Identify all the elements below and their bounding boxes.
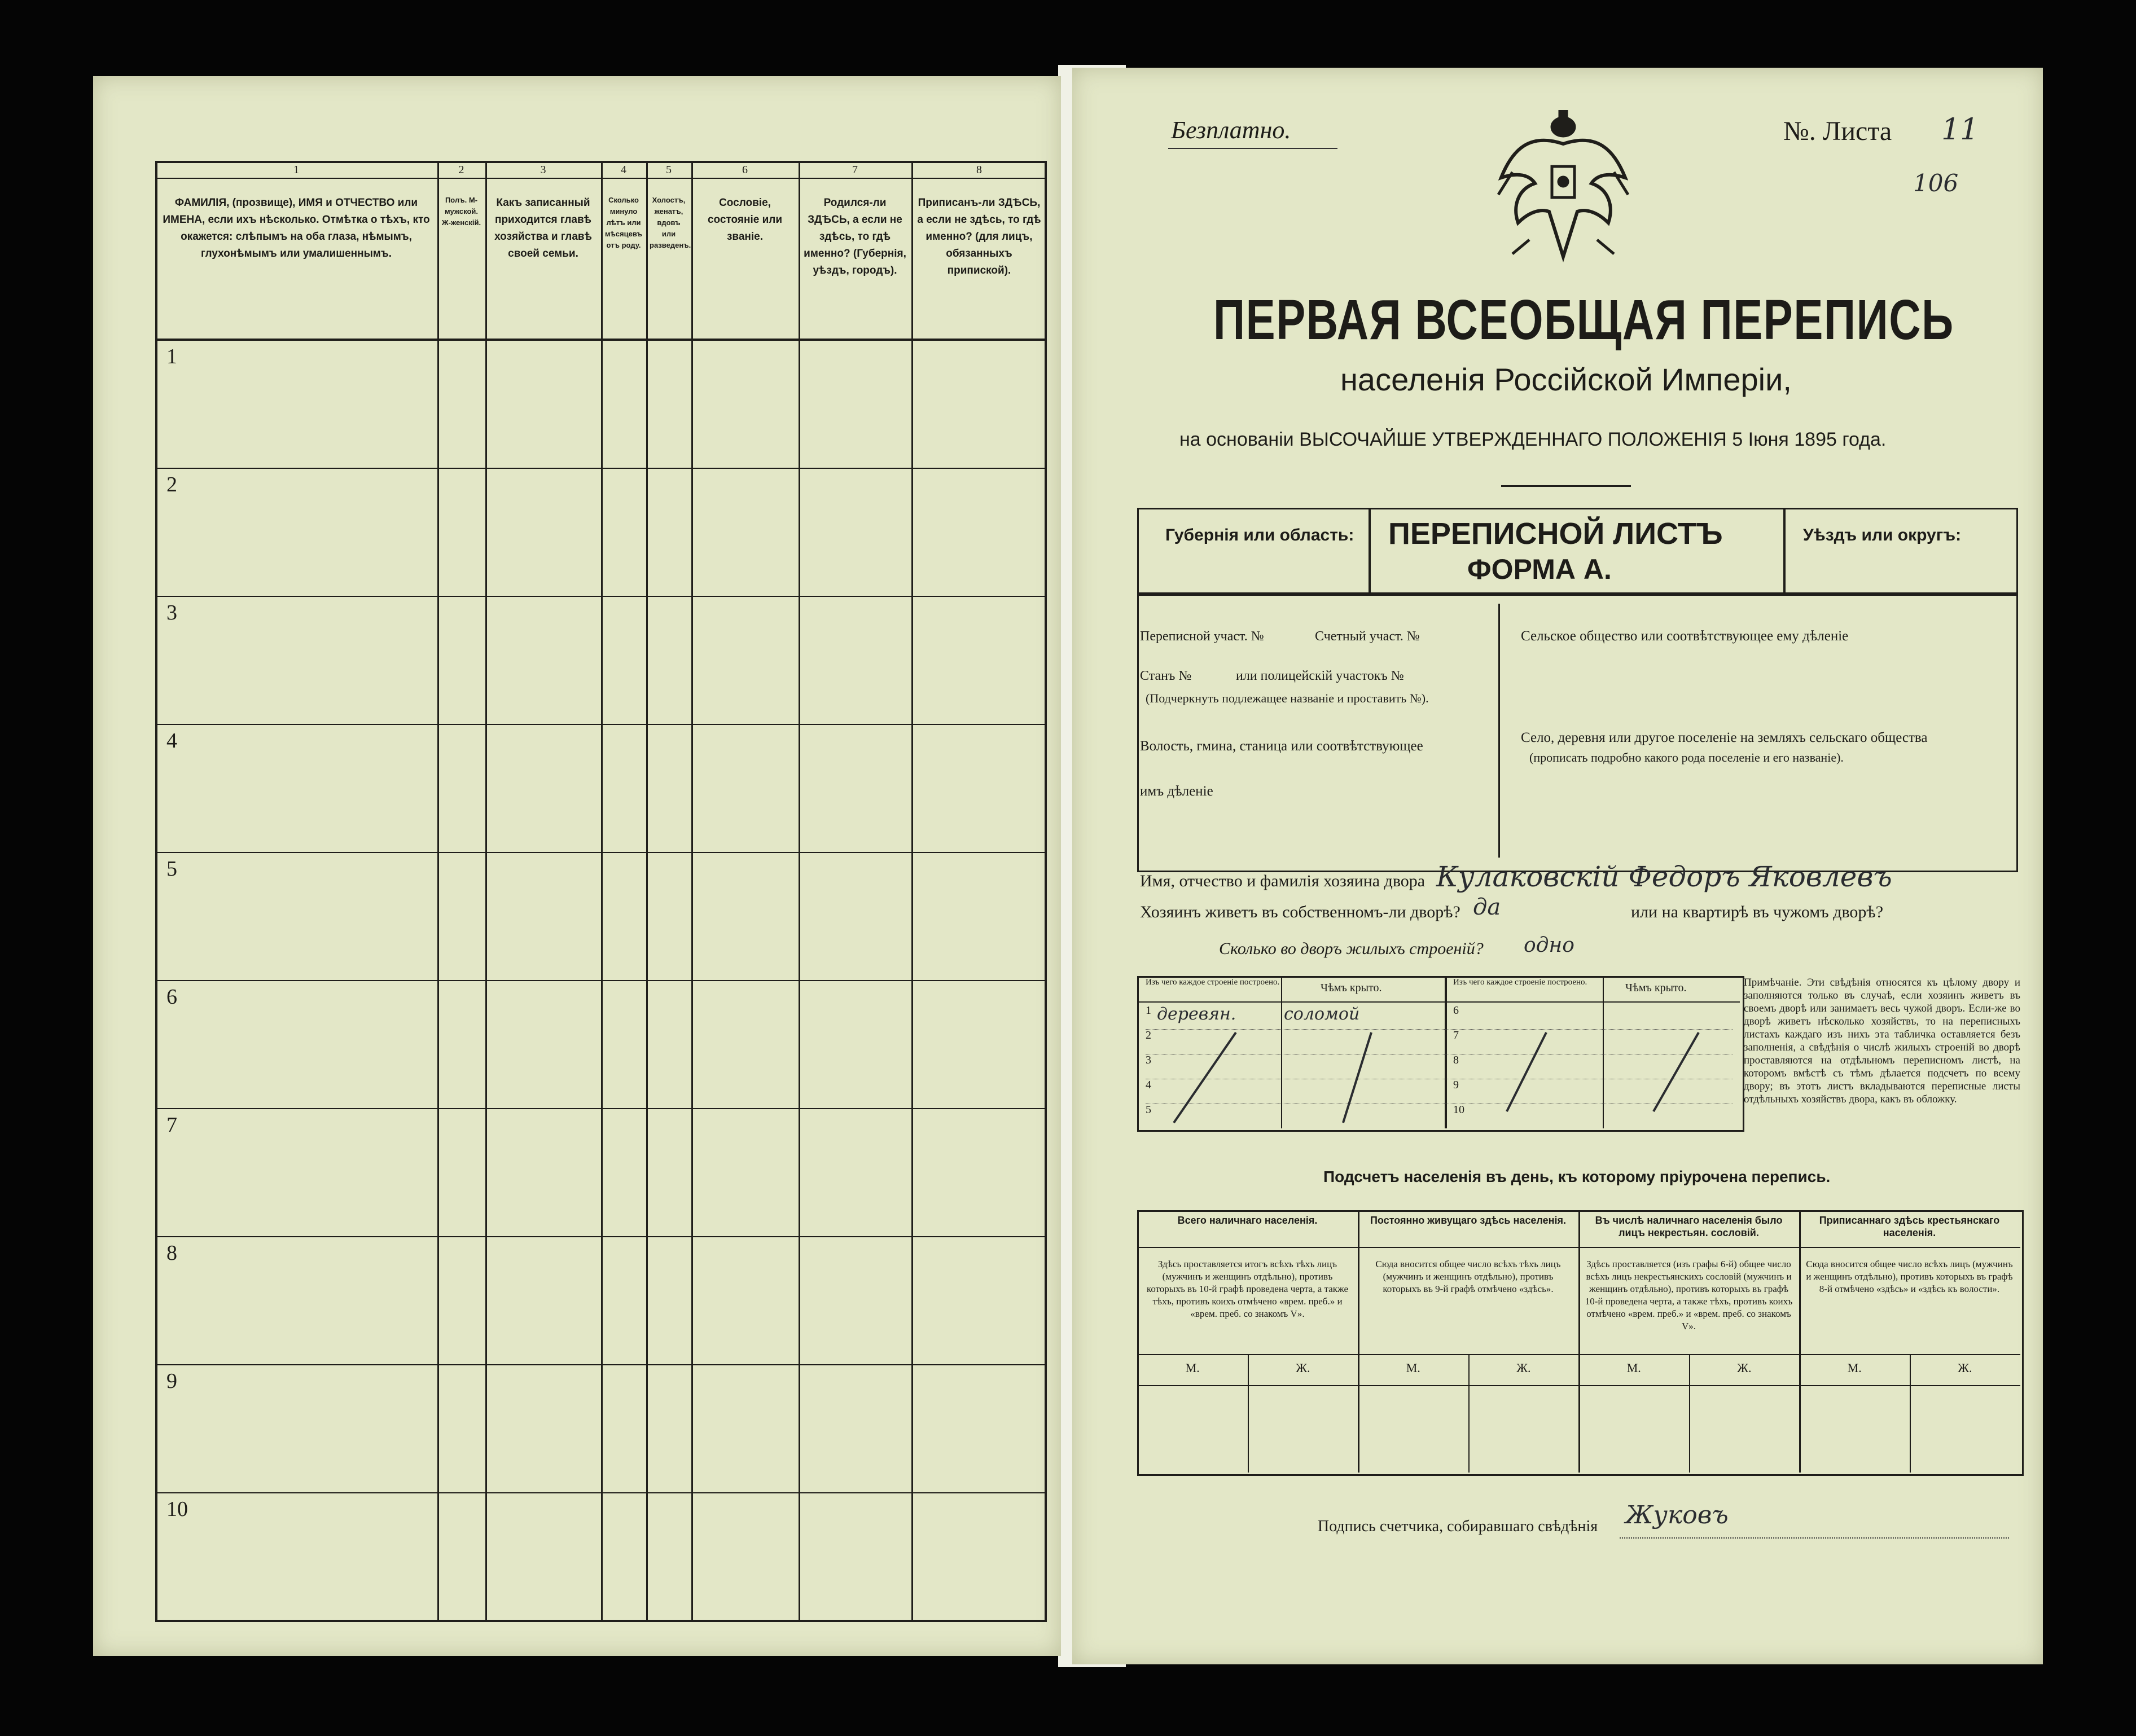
column-number: 8 — [976, 164, 982, 176]
row-number: 7 — [166, 1113, 177, 1137]
count-zh-label: Ж. — [1296, 1361, 1310, 1375]
column-header: Приписанъ-ли ЗДѢСЬ, а если не здѣсь, то гдѣ именно? (для лицъ, обязанныхъ припиской). — [917, 197, 1041, 276]
free-label: Безплатно. — [1171, 116, 1291, 144]
count-col-text: Сюда вносится общее число всѣхъ тѣхъ лицъ (мужчинъ и женщинъ отдѣльно), противъ которыхъ въ 9-й графѣ отмѣчено «здѣсь». — [1375, 1259, 1561, 1294]
column-header: Полъ. М-мужской. Ж-женскій. — [441, 196, 481, 227]
count-col-text: Здѣсь проставляется итогъ всѣхъ тѣхъ лицъ (мужчинъ и женщинъ отдѣльно), противъ которыхъ въ 10-й графѣ проведена черта, а также тѣхъ, противъ коихъ отмѣчено «врем. преб.» и «врем. преб. со знакомъ V». — [1146, 1259, 1349, 1319]
count-title: Подсчетъ населенія въ день, къ которому пріурочена перепись. — [1323, 1168, 1831, 1185]
bld-roof-1: соломой — [1284, 1004, 1360, 1024]
note: Примѣчаніе. Эти свѣдѣнія относятся къ цѣлому двору и заполняются только въ случаѣ, если хозяинъ живетъ въ своемъ дворѣ или занимаетъ весь чужой дворъ. Если-же во дворѣ живетъ нѣсколько хозяйствъ, то на переписныхъ листахъ каждаго изъ нихъ эта табличка оставляется безъ заполненія, а свѣдѣнія о числѣ жилыхъ строеній во дворѣ проставляются на отдѣльномъ переписномъ листѣ, на которомъ вмѣстѣ съ тѣмъ дѣлается подсчетъ по всему двору; въ этотъ листъ вкладываются переписные листы отдѣльныхъ хозяйствъ двора, какъ въ обложку. — [1744, 977, 2020, 1105]
bld-col-material: Изъ чего каждое строеніе построено. — [1146, 978, 1280, 987]
province-label: Губернія или область: — [1165, 526, 1354, 544]
column-header: Родился-ли ЗДѢСЬ, а если не здѣсь, то гдѣ именно? (Губернія, уѣздъ, городъ). — [804, 197, 906, 276]
building-row-number: 2 — [1146, 1029, 1151, 1041]
column-number: 3 — [540, 164, 546, 176]
row-number: 5 — [166, 857, 177, 881]
column-header: Какъ записанный приходится главѣ хозяйства и главѣ своей семьи. — [494, 197, 592, 260]
column-number: 2 — [458, 164, 464, 176]
column-number: 4 — [621, 164, 626, 176]
building-row-number: 6 — [1453, 1004, 1459, 1017]
row-number: 1 — [166, 345, 177, 368]
owner-label: Имя, отчество и фамилія хозяина двора — [1140, 872, 1426, 890]
rent-label: или на квартирѣ въ чужомъ дворѣ? — [1631, 903, 1884, 921]
own-house-value: да — [1473, 894, 1501, 920]
count-m-label: М. — [1847, 1361, 1862, 1375]
row-number: 9 — [166, 1369, 177, 1393]
county-label: Уѣздъ или округъ: — [1803, 526, 1962, 544]
strike-lines — [1157, 1027, 1721, 1128]
buildings-label: Сколько во дворъ жилыхъ строеній? — [1219, 939, 1484, 958]
signature-value: Жуковъ — [1625, 1501, 1729, 1530]
row-number: 3 — [166, 601, 177, 625]
own-house-label: Хозяинъ живетъ въ собственномъ-ли дворѣ? — [1140, 903, 1460, 921]
column-number: 5 — [666, 164, 672, 176]
basis-line: на основаніи ВЫСОЧАЙШЕ УТВЕРЖДЕННАГО ПОЛОЖЕНІЯ 5 Іюня 1895 года. — [1179, 429, 1887, 450]
coat-of-arms-icon — [1495, 110, 1631, 262]
bld-col-roof-2: Чѣмъ крыто. — [1625, 982, 1687, 994]
census-section-label: Переписной участ. № — [1140, 629, 1264, 644]
count-col-head: Въ числѣ наличнаго населенія было лицъ некрестьян. сословій. — [1595, 1215, 1783, 1238]
count-col-head: Всего наличнаго населенія. — [1177, 1215, 1318, 1226]
count-m-label: М. — [1626, 1361, 1641, 1375]
count-m-label: М. — [1406, 1361, 1420, 1375]
stan-label: Станъ № — [1140, 669, 1192, 683]
column-header: Сословіе, состояніе или званіе. — [707, 197, 783, 243]
count-col-text: Здѣсь проставляется (изъ графы 6-й) общее число всѣхъ лицъ некрестьянскихъ сословій (мужчинъ и женщинъ отдѣльно), противъ которыхъ въ графѣ 10-й проведена черта, а также тѣхъ, противъ коихъ отмѣчено «врем. преб.» и «врем. преб. со знакомъ V». — [1585, 1259, 1793, 1331]
sheet-number-handwritten-2: 106 — [1913, 169, 1959, 197]
building-row-number: 4 — [1146, 1079, 1151, 1091]
row-number: 8 — [166, 1241, 177, 1265]
volost-label-2: имъ дѣленіе — [1140, 784, 1213, 799]
census-table — [155, 161, 1047, 1622]
counting-section-label: Счетный участ. № — [1315, 629, 1420, 644]
count-col-head: Приписаннаго здѣсь крестьянскаго населенія. — [1819, 1215, 2000, 1238]
village-label: Село, деревня или другое поселеніе на земляхъ сельскаго общества — [1521, 730, 1928, 745]
bld-col-material-2: Изъ чего каждое строеніе построено. — [1453, 978, 1587, 987]
building-row-number: 3 — [1146, 1054, 1151, 1066]
village-note: (прописать подробно какого рода поселеніе и его названіе). — [1529, 750, 1844, 764]
sheet-title: ПЕРЕПИСНОЙ ЛИСТЪ — [1388, 517, 1723, 551]
sheet-number-handwritten: 11 — [1941, 113, 1979, 147]
count-col-head: Постоянно живущаго здѣсь населенія. — [1370, 1215, 1566, 1226]
main-title: ПЕРВАЯ ВСЕОБЩАЯ ПЕРЕПИСЬ — [1213, 288, 1954, 351]
count-zh-label: Ж. — [1958, 1361, 1972, 1375]
column-number: 7 — [852, 164, 858, 176]
row-number: 2 — [166, 473, 177, 496]
buildings-value: одно — [1524, 934, 1574, 957]
count-m-label: М. — [1185, 1361, 1200, 1375]
column-number: 1 — [293, 164, 299, 176]
subtitle: населенія Россійской Имперіи, — [1340, 362, 1792, 397]
column-header: Сколько минуло лѣтъ или мѣсяцевъ отъ роду. — [605, 196, 642, 249]
building-row-number: 7 — [1453, 1029, 1459, 1041]
column-number: 6 — [742, 164, 748, 176]
count-table — [1137, 1210, 2024, 1476]
building-row-number: 10 — [1453, 1104, 1464, 1116]
row-number: 4 — [166, 729, 177, 753]
owner-value: Кулаковскій Федоръ Яковлевъ — [1436, 860, 1892, 893]
count-zh-label: Ж. — [1737, 1361, 1752, 1375]
building-row-number: 8 — [1453, 1054, 1459, 1066]
form-label: ФОРМА А. — [1467, 553, 1612, 585]
count-zh-label: Ж. — [1516, 1361, 1531, 1375]
row-number: 10 — [166, 1497, 188, 1521]
building-row-number: 1 — [1146, 1004, 1151, 1017]
signature-label: Подпись счетчика, собиравшаго свѣдѣнія — [1318, 1518, 1598, 1535]
column-header: ФАМИЛІЯ, (прозвище), ИМЯ и ОТЧЕСТВО или ИМЕНА, если ихъ нѣсколько. Отмѣтка о тѣхъ, кто окажется: слѣпымъ на оба глаза, нѣмымъ, глухонѣмымъ или умалишеннымъ. — [163, 197, 430, 260]
rural-society-label: Сельское общество или соотвѣтствующее ему дѣленіе — [1521, 629, 1849, 644]
building-row-number: 9 — [1453, 1079, 1459, 1091]
building-row-number: 5 — [1146, 1104, 1151, 1116]
count-col-text: Сюда вносится общее число всѣхъ лицъ (мужчинъ и женщинъ отдѣльно), противъ которыхъ въ графѣ 8-й отмѣчено «здѣсь» и «здѣсь къ волости». — [1806, 1259, 2013, 1294]
police-section-label: или полицейскій участокъ № — [1236, 669, 1404, 683]
bld-material-1: деревян. — [1157, 1004, 1236, 1024]
column-header: Холостъ, женатъ, вдовъ или разведенъ. — [650, 196, 691, 249]
sheet-number-label: №. Листа — [1783, 116, 1892, 146]
row-number: 6 — [166, 985, 177, 1009]
volost-label: Волость, гмина, станица или соотвѣтствующее — [1140, 739, 1423, 754]
bld-col-roof: Чѣмъ крыто. — [1321, 982, 1382, 994]
underline-note: (Подчеркнуть подлежащее названіе и проставить №). — [1146, 691, 1429, 705]
